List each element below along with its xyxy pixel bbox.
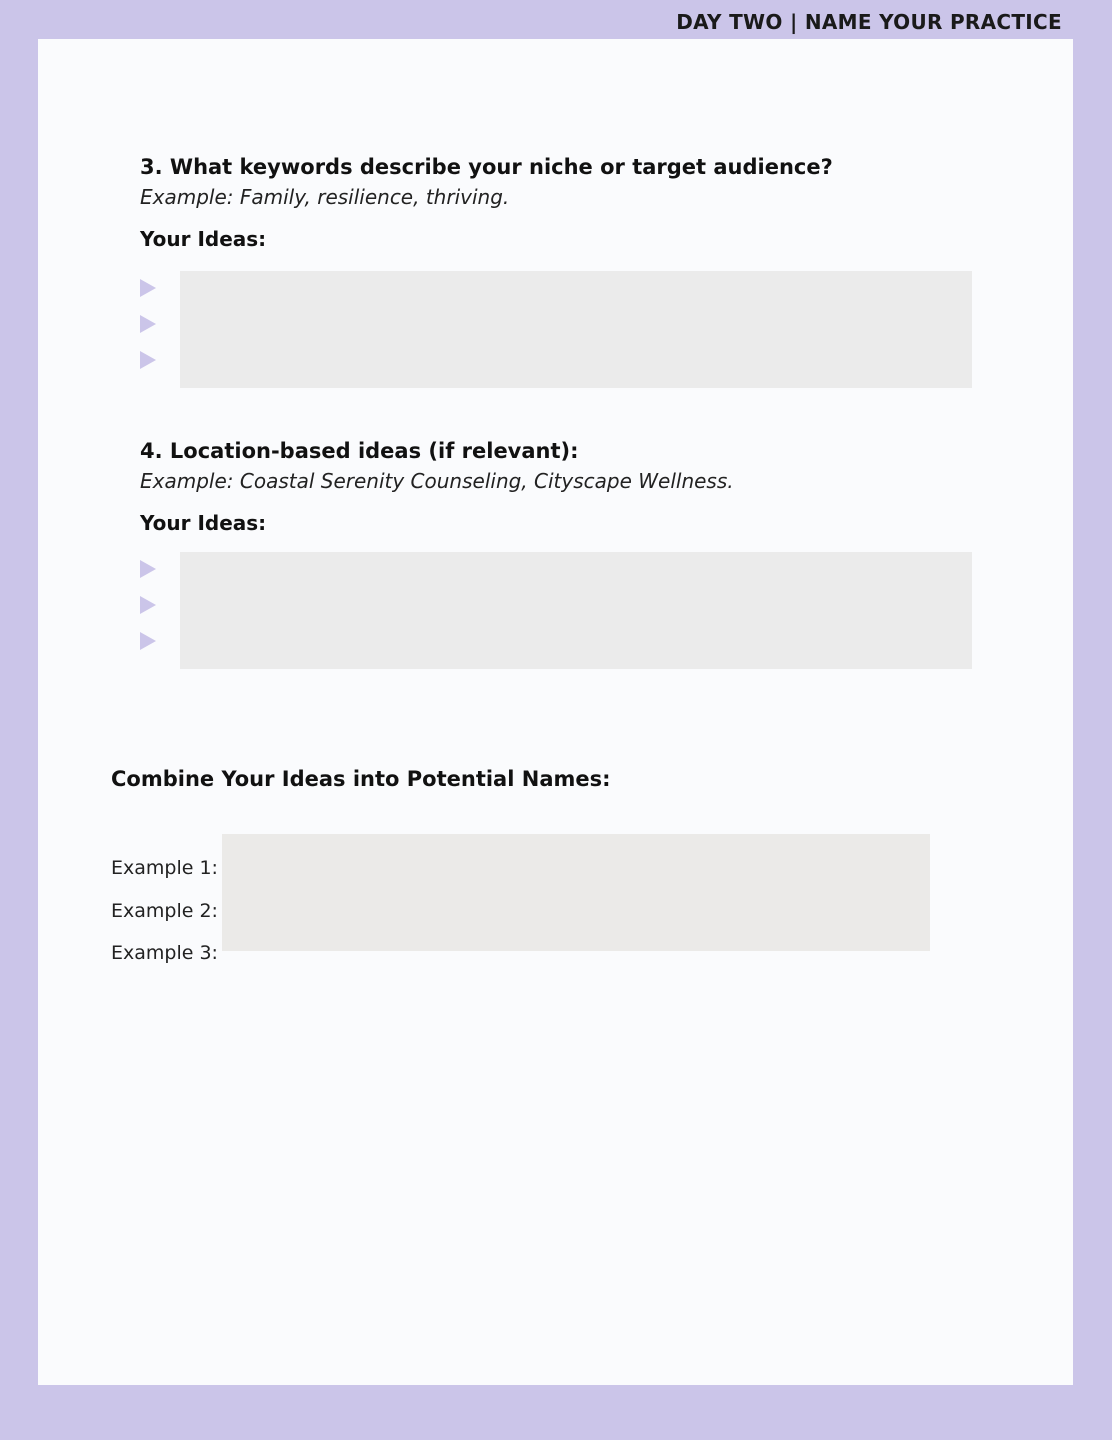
triangle-bullet-icon — [140, 632, 156, 650]
example-2-label: Example 2: — [111, 899, 218, 922]
triangle-bullet-icon — [140, 315, 156, 333]
triangle-bullet-icon — [140, 351, 156, 369]
triangle-bullet-icon — [140, 596, 156, 614]
question-3-section — [140, 155, 980, 388]
triangle-bullet-icon — [140, 279, 156, 297]
combine-section-title: Combine Your Ideas into Potential Names: — [111, 767, 611, 791]
triangle-bullet-icon — [140, 560, 156, 578]
question-3-answer-box[interactable] — [180, 271, 972, 388]
potential-names-examples — [111, 847, 218, 975]
question-3-example: Example: Family, resilience, thriving. — [140, 185, 510, 209]
question-4-ideas-row — [140, 552, 980, 669]
question-4-answer-box[interactable] — [180, 552, 972, 669]
question-4-section — [140, 439, 980, 669]
question-3-bullets — [140, 279, 160, 387]
example-3-label: Example 3: — [111, 942, 218, 964]
page-header-title: DAY TWO | NAME YOUR PRACTICE — [676, 10, 1062, 34]
potential-names-answer-box[interactable] — [222, 834, 930, 951]
question-3-ideas-label: Your Ideas: — [140, 227, 267, 251]
question-4-title: 4. Location-based ideas (if relevant): — [140, 439, 579, 463]
example-1-label: Example 1: — [111, 857, 218, 879]
worksheet-page — [38, 39, 1073, 1385]
question-4-bullets — [140, 560, 160, 668]
question-3-title: 3. What keywords describe your niche or target audience? — [140, 155, 833, 179]
question-4-example: Example: Coastal Serenity Counseling, Cityscape Wellness. — [140, 469, 734, 493]
question-3-ideas-row — [140, 271, 980, 388]
question-4-ideas-label: Your Ideas: — [140, 511, 267, 535]
